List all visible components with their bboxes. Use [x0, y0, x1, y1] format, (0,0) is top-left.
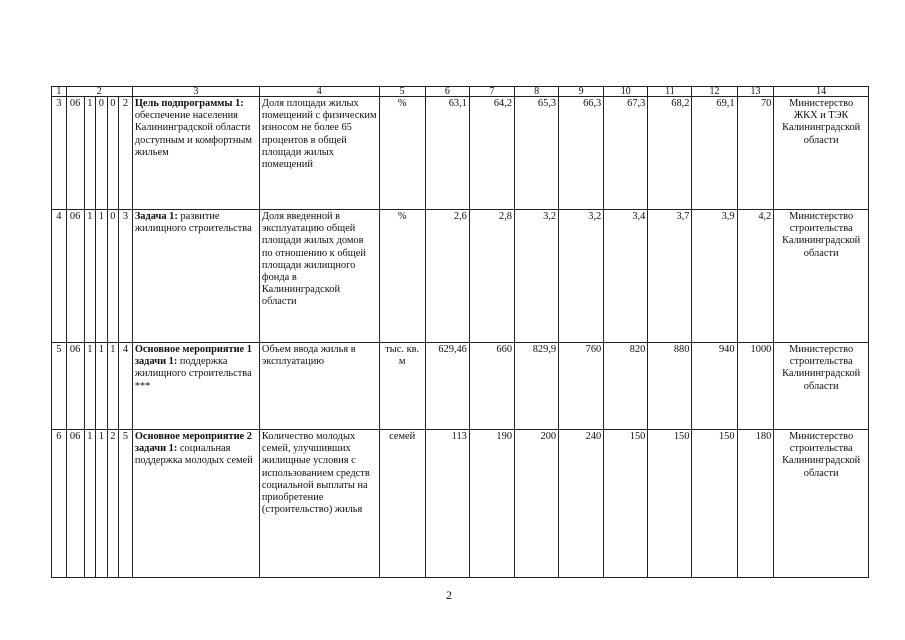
- task-name-text: развитие жилищного строительства: [134, 211, 252, 235]
- header-cell: 11: [648, 87, 692, 97]
- code-cell: 4: [119, 343, 133, 430]
- value-cell: 829,9: [515, 343, 559, 430]
- value-cell: 2,6: [425, 210, 469, 343]
- table-row: [52, 343, 869, 430]
- code-cell: 06: [66, 430, 84, 578]
- code-cell: 0: [107, 97, 119, 210]
- code-cell: 0: [96, 97, 108, 210]
- page-number: 2: [446, 588, 452, 602]
- value-cell: 64,2: [469, 97, 514, 210]
- header-cell: 14: [774, 87, 869, 97]
- measure-name-cell: [132, 343, 259, 430]
- row-number: 4: [52, 210, 67, 343]
- code-cell: 2: [119, 97, 133, 210]
- header-cell: 13: [737, 87, 774, 97]
- value-cell: 240: [559, 430, 604, 578]
- value-cell: 150: [692, 430, 737, 578]
- value-cell: 150: [604, 430, 648, 578]
- goal-name-bold: Цель подпрограммы 1:: [134, 98, 244, 109]
- value-cell: 1000: [737, 343, 774, 430]
- row-number: 5: [52, 343, 67, 430]
- goal-name-text: обеспечение населения Калининградской области доступным и комфортным жильем: [134, 110, 252, 158]
- value-cell: 3,2: [559, 210, 604, 343]
- measure-name-cell: [132, 430, 259, 578]
- measure-name-bold: Основное мероприятие 2 задачи 1:: [134, 431, 252, 455]
- value-cell: 63,1: [425, 97, 469, 210]
- value-cell: 3,7: [648, 210, 692, 343]
- value-cell: 190: [469, 430, 514, 578]
- code-cell: 1: [84, 210, 96, 343]
- header-cell: 2: [66, 87, 132, 97]
- code-cell: 06: [66, 97, 84, 210]
- unit-cell: семей: [379, 430, 425, 578]
- header-cell: 3: [132, 87, 259, 97]
- measure-name-text: социальная поддержка молодых семей: [134, 443, 253, 467]
- value-cell: 150: [648, 430, 692, 578]
- code-cell: 1: [96, 343, 108, 430]
- code-cell: 1: [107, 343, 119, 430]
- header-cell: 6: [425, 87, 469, 97]
- table-row: [52, 210, 869, 343]
- code-cell: 5: [119, 430, 133, 578]
- unit-cell: тыс. кв. м: [379, 343, 425, 430]
- code-cell: 0: [107, 210, 119, 343]
- header-cell: 9: [559, 87, 604, 97]
- indicators-table: [51, 86, 869, 578]
- measure-name-text: поддержка жилищного строительства ***: [134, 356, 252, 392]
- header-cell: 10: [604, 87, 648, 97]
- header-cell: 5: [379, 87, 425, 97]
- value-cell: 760: [559, 343, 604, 430]
- value-cell: 200: [515, 430, 559, 578]
- code-cell: 1: [84, 343, 96, 430]
- value-cell: 3,4: [604, 210, 648, 343]
- row-number: 6: [52, 430, 67, 578]
- header-cell: 8: [515, 87, 559, 97]
- indicator-cell: Количество молодых семей, улучшивших жилищные условия с использованием средств социальной выплаты на приобретение (строительство) жилья: [259, 430, 379, 578]
- value-cell: 113: [425, 430, 469, 578]
- table-row: [52, 97, 869, 210]
- header-cell: 7: [469, 87, 514, 97]
- responsible-cell: Министерство ЖКХ и ТЭК Калининградской области: [774, 97, 869, 210]
- value-cell: 880: [648, 343, 692, 430]
- row-number: 3: [52, 97, 67, 210]
- code-cell: 06: [66, 343, 84, 430]
- table-row: [52, 430, 869, 578]
- value-cell: 629,46: [425, 343, 469, 430]
- responsible-cell: Министерство строительства Калининградской области: [774, 210, 869, 343]
- responsible-cell: Министерство строительства Калининградской области: [774, 430, 869, 578]
- value-cell: 65,3: [515, 97, 559, 210]
- indicator-cell: Доля площади жилых помещений с физическим износом не более 65 процентов в общей площади жилых помещений: [259, 97, 379, 210]
- value-cell: 70: [737, 97, 774, 210]
- measure-name-bold: Основное мероприятие 1 задачи 1:: [134, 344, 252, 368]
- code-cell: 06: [66, 210, 84, 343]
- value-cell: 940: [692, 343, 737, 430]
- header-row: [52, 87, 869, 97]
- value-cell: 820: [604, 343, 648, 430]
- goal-name-cell: [132, 97, 259, 210]
- value-cell: 3,9: [692, 210, 737, 343]
- code-cell: 3: [119, 210, 133, 343]
- indicator-cell: Доля введенной в эксплуатацию общей площади жилых домов по отношению к общей площади жилищного фонда в Калининградской области: [259, 210, 379, 343]
- code-cell: 2: [107, 430, 119, 578]
- unit-cell: %: [379, 210, 425, 343]
- code-cell: 1: [96, 210, 108, 343]
- value-cell: 69,1: [692, 97, 737, 210]
- value-cell: 180: [737, 430, 774, 578]
- value-cell: 67,3: [604, 97, 648, 210]
- value-cell: 2,8: [469, 210, 514, 343]
- value-cell: 4,2: [737, 210, 774, 343]
- header-cell: 12: [692, 87, 737, 97]
- header-cell: 4: [259, 87, 379, 97]
- header-cell: 1: [52, 87, 67, 97]
- code-cell: 1: [96, 430, 108, 578]
- task-name-bold: Задача 1:: [134, 211, 178, 222]
- responsible-cell: Министерство строительства Калининградской области: [774, 343, 869, 430]
- value-cell: 66,3: [559, 97, 604, 210]
- task-name-cell: [132, 210, 259, 343]
- value-cell: 3,2: [515, 210, 559, 343]
- code-cell: 1: [84, 97, 96, 210]
- value-cell: 660: [469, 343, 514, 430]
- indicator-cell: Объем ввода жилья в эксплуатацию: [259, 343, 379, 430]
- code-cell: 1: [84, 430, 96, 578]
- unit-cell: %: [379, 97, 425, 210]
- value-cell: 68,2: [648, 97, 692, 210]
